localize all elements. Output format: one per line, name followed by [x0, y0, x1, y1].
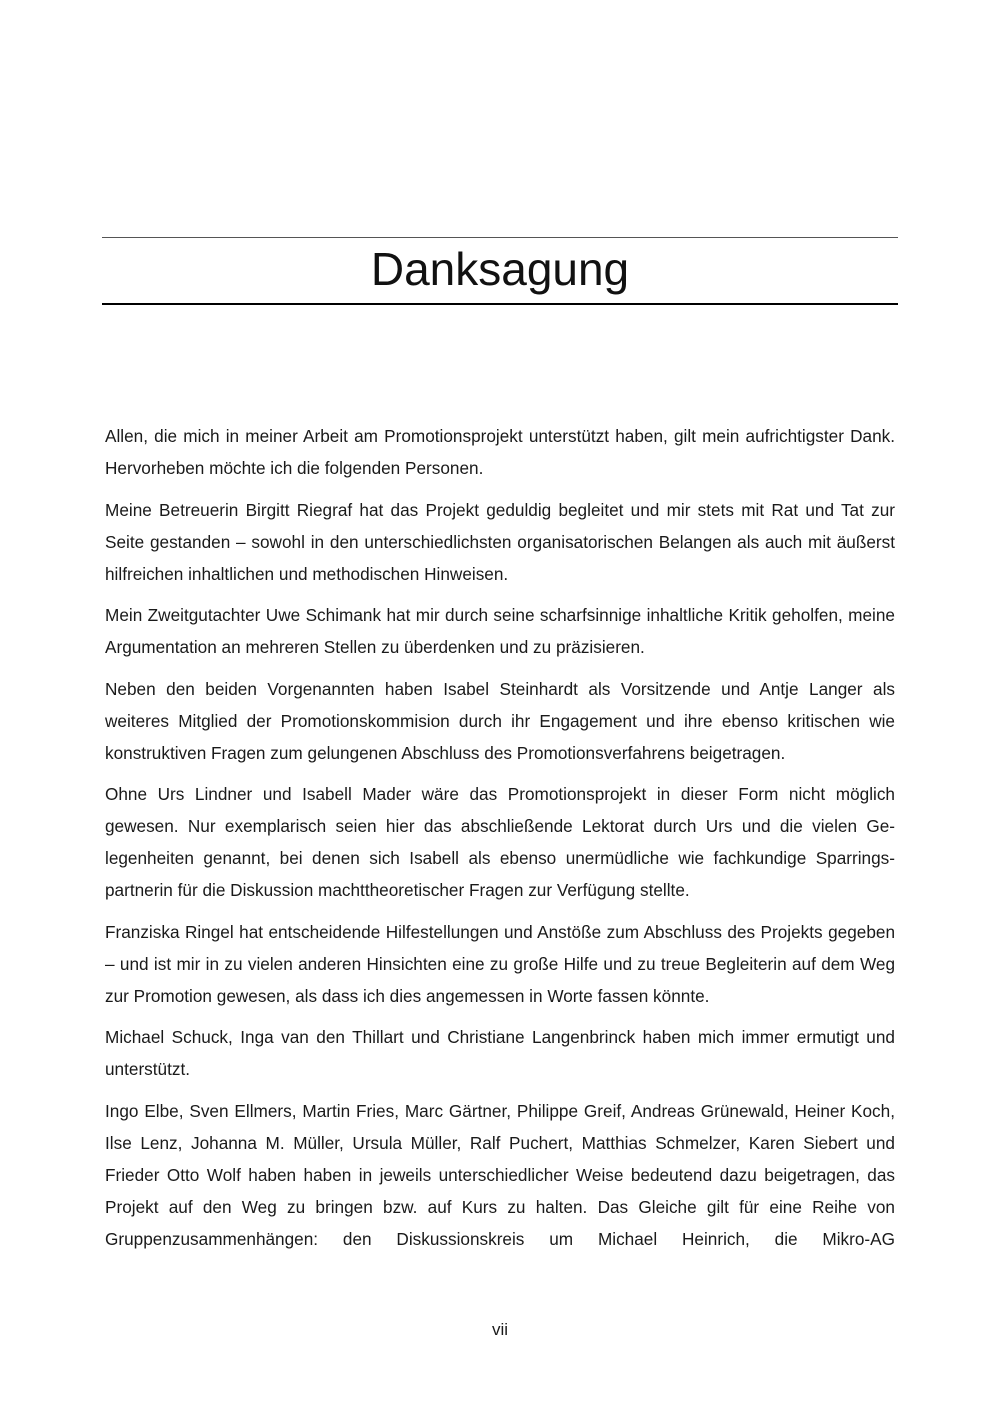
- paragraph: Ohne Urs Lindner und Isabell Mader wäre das Promotionsprojekt in dieser Form nicht möglich gewesen. Nur exemplarisch seien hier das abschließende Lektorat durch Urs und die vielen Gelegenheiten genannt, bei denen sich Isabell als ebenso unermüdliche wie fachkundige Sparringspartnerin für die Diskussion machttheoretischer Fragen zur Verfügung stellte.: [105, 784, 895, 900]
- paragraph: Mein Zweitgutachter Uwe Schimank hat mir durch seine scharfsinnige inhaltliche Kritik geholfen, meine Argumentation an mehreren Stellen zu überdenken und zu präzisieren.: [105, 605, 895, 657]
- paragraph: Michael Schuck, Inga van den Thillart und Christiane Langenbrinck haben mich immer ermutigt und unterstützt.: [105, 1027, 895, 1079]
- paragraph: Meine Betreuerin Birgitt Riegraf hat das Projekt geduldig begleitet und mir stets mit Rat und Tat zur Seite gestanden – sowohl in den unterschiedlichsten organisatorischen Belangen als auch mit äußerst hilfreichen inhaltlichen und methodischen Hinweisen.: [105, 499, 895, 584]
- paragraph: Ingo Elbe, Sven Ellmers, Martin Fries, Marc Gärtner, Philippe Greif, Andreas Grünewald, Heiner Koch, Ilse Lenz, Johanna M. Müller, Ursula Müller, Ralf Puchert, Matthias Schmelzer, Karen Siebert und Frieder Otto Wolf haben haben in jeweils unterschiedlicher Weise bedeutend dazu beigetragen, das Projekt auf den Weg zu bringen bzw. auf Kurs zu halten. Das Gleiche gilt für eine Reihe von Gruppenzusammenhängen: den Diskussionskreis um Michael Heinrich, die Mikro-AG: [105, 1100, 895, 1249]
- paragraph: Franziska Ringel hat entscheidende Hilfestellungen und Anstöße zum Abschluss des Projekts gegeben – und ist mir in zu vielen anderen Hinsichten eine zu große Hilfe und zu treue Begleiterin auf dem Weg zur Promotion gewesen, als dass ich dies angemessen in Worte fassen könnte.: [105, 921, 895, 1006]
- chapter-title: Danksagung: [370, 243, 630, 295]
- body-text: [105, 420, 895, 1264]
- paragraph: Allen, die mich in meiner Arbeit am Promotionsprojekt unterstützt haben, gilt mein aufrichtigster Dank. Hervorheben möchte ich die folgenden Personen.: [105, 426, 895, 478]
- paragraph: Neben den beiden Vorgenannten haben Isabel Steinhardt als Vorsitzende und Antje Langer als weiteres Mitglied der Promotionskommision durch ihr Engagement und ihre ebenso kritischen wie konstruktiven Fragen zum gelungenen Abschluss des Promotionsverfahrens beigetragen.: [105, 678, 895, 763]
- title-bottom-rule: [102, 303, 898, 305]
- page-number: vii: [491, 1320, 509, 1339]
